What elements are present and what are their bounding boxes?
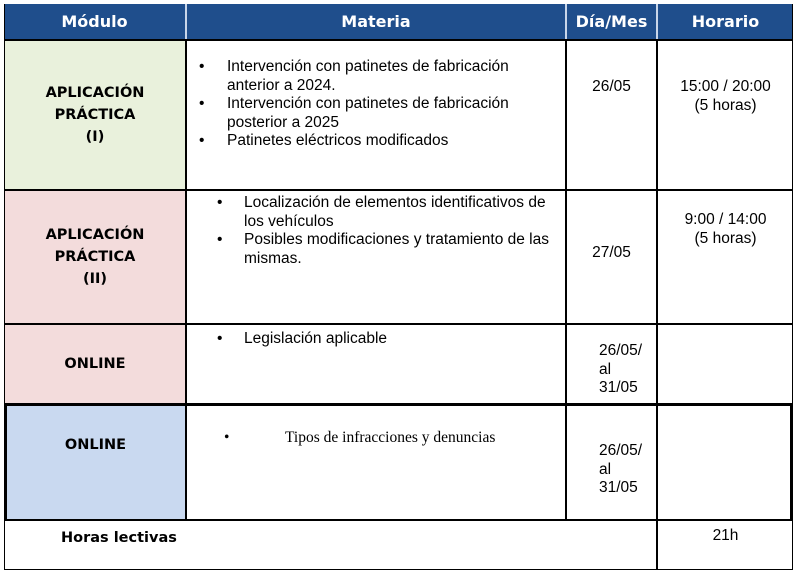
materia-cell-3 <box>187 330 565 349</box>
list-item <box>187 330 565 349</box>
module-label-line: ONLINE <box>64 437 127 453</box>
grid-line <box>790 404 793 521</box>
module-label-line: APLICACIÓN <box>45 85 145 101</box>
module-label-line: (II) <box>82 271 108 287</box>
dia-value: 31/05 <box>599 379 638 396</box>
materia-cell-4 <box>187 429 565 448</box>
grid-line <box>4 404 7 521</box>
module-cell-practica-1 <box>5 41 185 189</box>
dia-value: 26/05 <box>592 78 631 95</box>
header-horario <box>658 4 793 39</box>
module-cell-online-2 <box>6 406 185 520</box>
grid-line <box>656 39 658 570</box>
module-label-line: (I) <box>85 129 105 145</box>
header-materia <box>187 4 565 39</box>
dia-value: 26/05/ <box>599 342 643 359</box>
list-item-text: Intervención con patinetes de fabricación posterior a 2025 <box>227 95 509 131</box>
dia-cell-4 <box>599 442 656 498</box>
horario-value: 15:00 / 20:00 <box>680 78 771 95</box>
module-label-line: APLICACIÓN <box>45 227 145 243</box>
dia-cell-1 <box>567 78 656 97</box>
header-dia-mes-label: Día/Mes <box>575 12 648 31</box>
header-modulo-label: Módulo <box>61 12 128 31</box>
grid-line <box>4 519 793 521</box>
horario-duration: (5 horas) <box>694 229 757 247</box>
dia-cell-2 <box>567 244 656 263</box>
horario-cell-1 <box>658 78 793 115</box>
dia-value: 27/05 <box>592 244 631 261</box>
list-item <box>187 231 565 268</box>
list-item-text: Tipos de infracciones y denuncias <box>285 429 496 446</box>
list-item-text: Legislación aplicable <box>244 330 388 347</box>
horas-lectivas-value: 21h <box>712 527 739 544</box>
materia-list <box>187 58 565 151</box>
dia-value: 26/05/ <box>599 442 643 459</box>
grid-line <box>4 39 793 41</box>
grid-line <box>565 39 567 521</box>
grid-line <box>4 403 793 406</box>
module-cell-online-1 <box>5 325 185 403</box>
materia-list <box>187 429 565 448</box>
dia-cell-3 <box>599 342 656 398</box>
horario-value: 9:00 / 14:00 <box>684 211 767 228</box>
materia-cell-1 <box>187 58 565 151</box>
list-item-text: Posibles modificaciones y tratamiento de las mismas. <box>244 231 549 267</box>
grid-line <box>4 569 793 570</box>
module-cell-practica-2 <box>5 191 185 323</box>
list-item <box>187 132 565 151</box>
dia-value: al <box>599 460 612 478</box>
module-label-line: PRÁCTICA <box>54 249 136 265</box>
materia-list <box>187 330 565 349</box>
list-item <box>187 58 565 95</box>
horario-duration: (5 horas) <box>694 96 757 114</box>
list-item <box>187 194 565 231</box>
module-label-line: PRÁCTICA <box>54 107 136 123</box>
header-separator <box>656 4 658 39</box>
header-horario-label: Horario <box>691 12 760 31</box>
header-separator <box>565 4 567 39</box>
list-item-text: Intervención con patinetes de fabricación anterior a 2024. <box>227 58 509 94</box>
horas-lectivas-label <box>61 530 177 546</box>
schedule-table <box>4 4 793 570</box>
horario-cell-2 <box>658 211 793 248</box>
grid-line <box>185 39 187 521</box>
list-item-text: Patinetes eléctricos modificados <box>227 132 449 149</box>
header-modulo <box>4 4 185 39</box>
list-item-text: Localización de elementos identificativos de los vehículos <box>244 194 546 230</box>
header-materia-label: Materia <box>341 12 411 31</box>
list-item <box>187 429 565 448</box>
module-label-line: ONLINE <box>64 356 126 372</box>
grid-line <box>4 189 793 191</box>
horas-lectivas-total <box>658 527 793 546</box>
horas-lectivas-text: Horas lectivas <box>61 530 177 546</box>
dia-value: al <box>599 360 612 378</box>
materia-list <box>187 194 565 268</box>
header-dia-mes <box>567 4 656 39</box>
header-separator <box>185 4 187 39</box>
dia-value: 31/05 <box>599 479 638 496</box>
materia-cell-2 <box>187 194 565 268</box>
grid-line <box>4 323 793 325</box>
list-item <box>187 95 565 132</box>
